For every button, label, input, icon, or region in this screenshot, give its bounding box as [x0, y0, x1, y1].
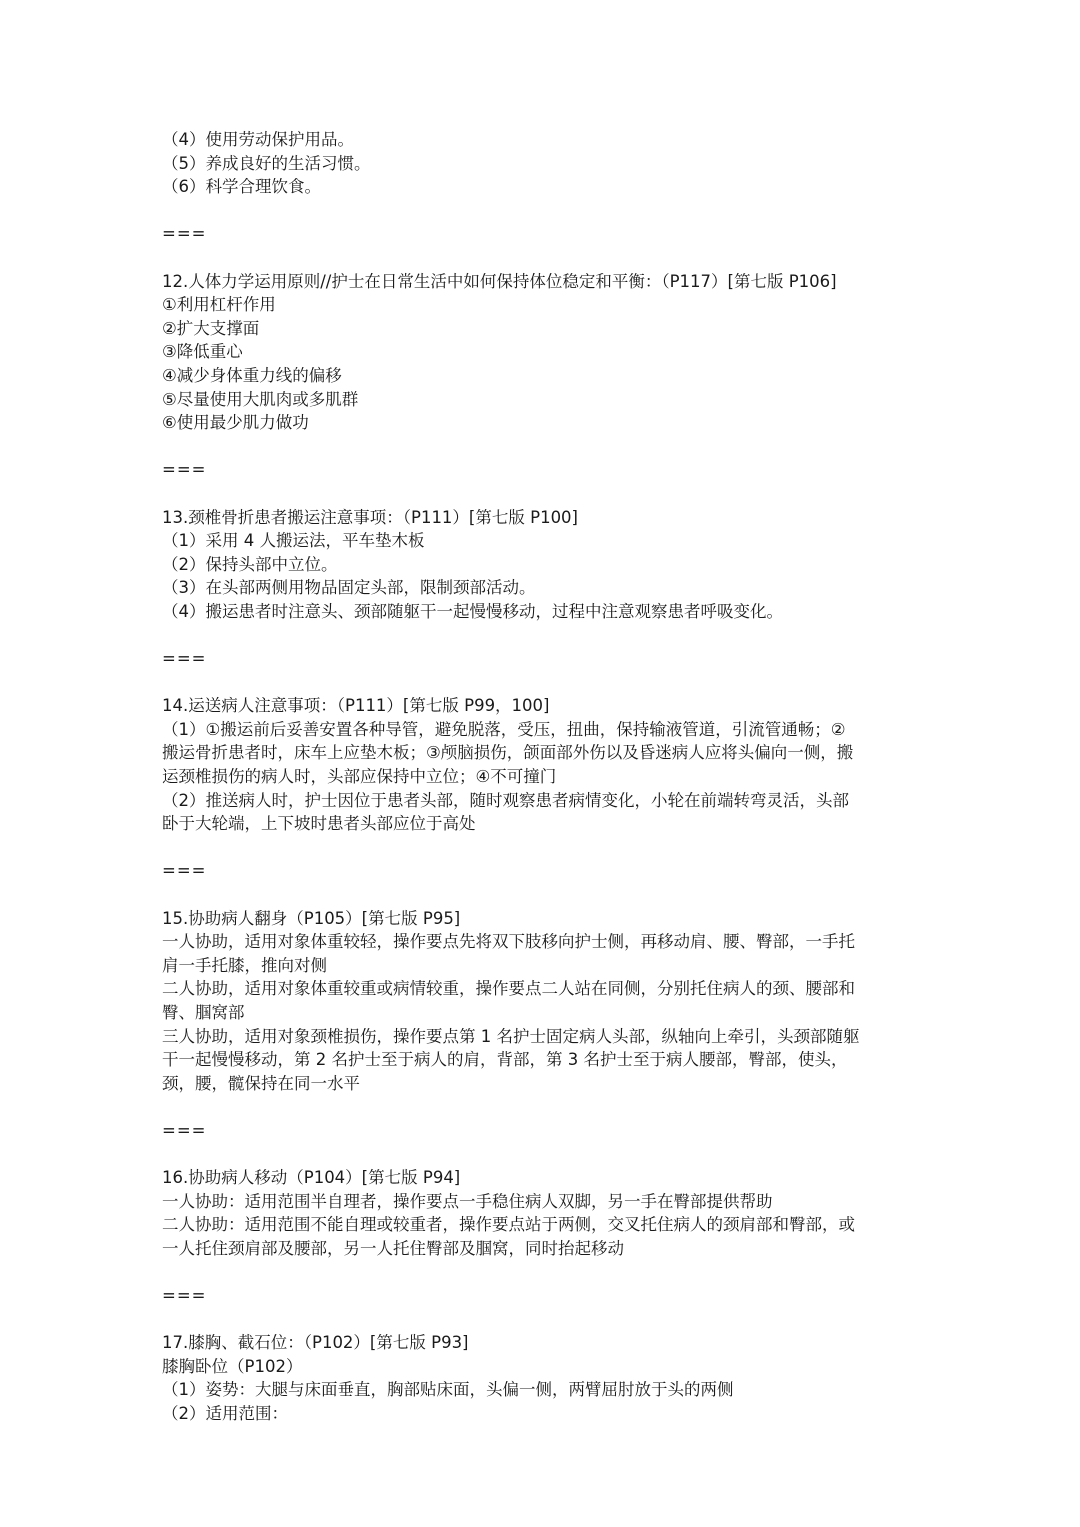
spacer — [162, 1308, 922, 1332]
section-0 — [162, 128, 922, 199]
section-heading: 15.协助病人翻身（P105）[第七版 P95] — [162, 908, 461, 928]
separator: === — [162, 224, 207, 244]
text-line: 运颈椎损伤的病人时，头部应保持中立位；④不可撞门 — [162, 767, 557, 787]
text-line: ⑥使用最少肌力做功 — [162, 413, 309, 433]
text-line: （6）科学合理饮食。 — [162, 177, 321, 197]
text-line: （2）适用范围： — [162, 1404, 288, 1424]
section-16 — [162, 1166, 922, 1260]
text-line: ③降低重心 — [162, 342, 243, 362]
spacer — [162, 1143, 922, 1167]
section-heading: 13.颈椎骨折患者搬运注意事项：（P111）[第七版 P100] — [162, 507, 578, 527]
text-line: ⑤尽量使用大肌肉或多肌群 — [162, 389, 359, 409]
section-heading: 16.协助病人移动（P104）[第七版 P94] — [162, 1168, 461, 1188]
text-line: （2）推送病人时，护士因位于患者头部，随时观察患者病情变化，小轮在前端转弯灵活，头部 — [162, 790, 849, 810]
text-line: 三人协助，适用对象颈椎损伤，操作要点第 1 名护士固定病人头部，纵轴向上牵引，头颈部随躯 — [162, 1026, 860, 1046]
text-line: （1）①搬运前后妥善安置各种导管，避免脱落，受压，扭曲，保持输液管道，引流管通畅；② — [162, 719, 846, 739]
spacer — [162, 671, 922, 695]
text-line: （3）在头部两侧用物品固定头部，限制颈部活动。 — [162, 578, 536, 598]
section-heading: 12.人体力学运用原则//护士在日常生活中如何保持体位稳定和平衡：（P117）[第七版 P106] — [162, 271, 837, 291]
separator: === — [162, 460, 207, 480]
text-line: ①利用杠杆作用 — [162, 295, 276, 315]
text-line: （4）搬运患者时注意头、颈部随躯干一起慢慢移动，过程中注意观察患者呼吸变化。 — [162, 601, 783, 621]
spacer — [162, 623, 922, 647]
text-line: ②扩大支撑面 — [162, 318, 260, 338]
spacer — [162, 482, 922, 506]
separator: === — [162, 649, 207, 669]
spacer — [162, 1095, 922, 1119]
text-line: 一人协助：适用范围半自理者，操作要点一手稳住病人双脚，另一手在臀部提供帮助 — [162, 1191, 773, 1211]
text-line: 二人协助：适用范围不能自理或较重者，操作要点站于两侧，交叉托住病人的颈肩部和臀部，或 — [162, 1215, 855, 1235]
text-line: 臀、腘窝部 — [162, 1002, 245, 1022]
section-heading: 17.膝胸、截石位：（P102）[第七版 P93] — [162, 1333, 469, 1353]
text-line: 膝胸卧位（P102） — [162, 1356, 303, 1376]
spacer — [162, 435, 922, 459]
separator: === — [162, 1286, 207, 1306]
separator: === — [162, 861, 207, 881]
text-line: 二人协助，适用对象体重较重或病情较重，操作要点二人站在同侧，分别托住病人的颈、腰部和 — [162, 979, 855, 999]
text-line: （5）养成良好的生活习惯。 — [162, 153, 371, 173]
spacer — [162, 199, 922, 223]
section-14 — [162, 694, 922, 836]
spacer — [162, 246, 922, 270]
text-line: （1）姿势：大腿与床面垂直，胸部贴床面，头偏一侧，两臂屈肘放于头的两侧 — [162, 1380, 734, 1400]
spacer — [162, 1261, 922, 1285]
section-15 — [162, 907, 922, 1096]
section-heading: 14.运送病人注意事项：（P111）[第七版 P99，100] — [162, 696, 550, 716]
text-line: （1）采用 4 人搬运法，平车垫木板 — [162, 531, 425, 551]
text-line: 一人协助，适用对象体重较轻，操作要点先将双下肢移向护士侧，再移动肩、腰、臀部，一手托 — [162, 932, 855, 952]
text-line: 一人托住颈肩部及腰部，另一人托住臀部及腘窝，同时抬起移动 — [162, 1238, 624, 1258]
section-12 — [162, 270, 922, 435]
spacer — [162, 836, 922, 860]
section-13 — [162, 506, 922, 624]
text-line: 搬运骨折患者时，床车上应垫木板；③颅脑损伤，颌面部外伤以及昏迷病人应将头偏向一侧，搬 — [162, 743, 854, 763]
spacer — [162, 883, 922, 907]
separator: === — [162, 1120, 207, 1140]
document-page — [162, 128, 922, 1426]
text-line: 干一起慢慢移动，第 2 名护士至于病人的肩，背部，第 3 名护士至于病人腰部，臀部，使头， — [162, 1050, 848, 1070]
text-line: ④减少身体重力线的偏移 — [162, 365, 342, 385]
text-line: 颈，腰，髋保持在同一水平 — [162, 1073, 360, 1093]
text-line: （4）使用劳动保护用品。 — [162, 130, 354, 149]
text-line: 卧于大轮端，上下坡时患者头部应位于高处 — [162, 814, 476, 834]
section-17 — [162, 1331, 922, 1425]
text-line: 肩一手托膝，推向对侧 — [162, 955, 327, 975]
text-line: （2）保持头部中立位。 — [162, 554, 338, 574]
